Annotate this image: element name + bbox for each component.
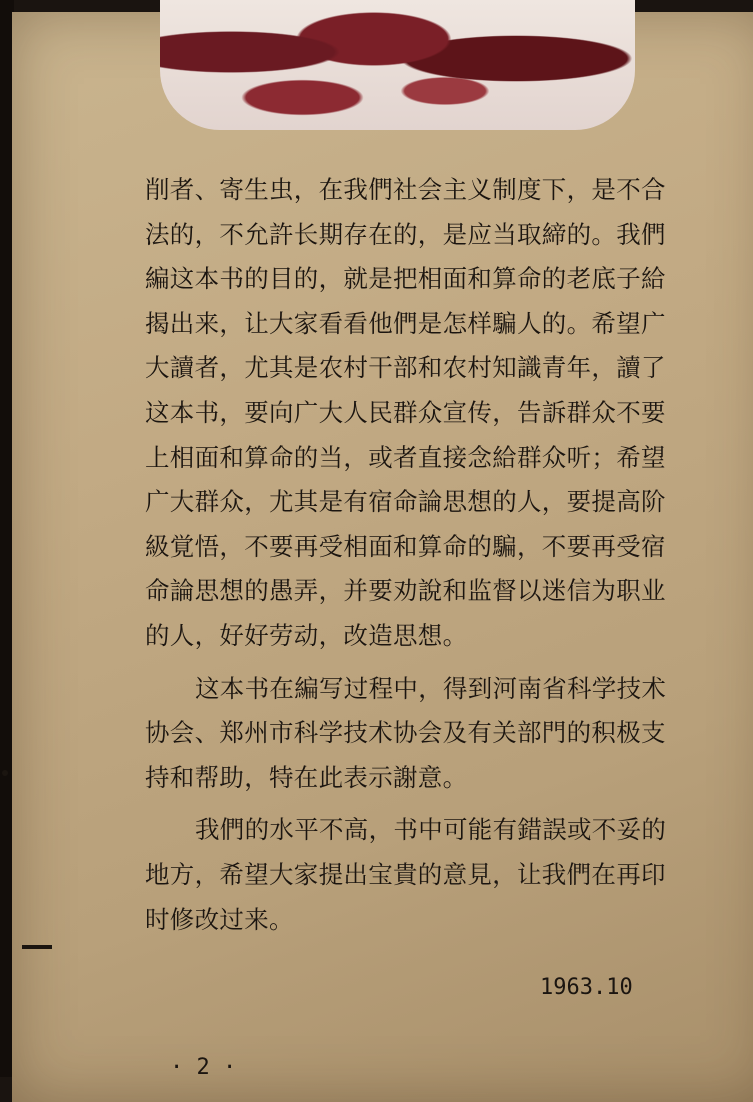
ink-mark <box>22 945 52 949</box>
ink-mark <box>2 770 8 776</box>
text-line: 法的，不允許长期存在的，是应当取締的。我們 <box>145 219 666 249</box>
text-line: 級覚悟，不要再受相面和算命的騙，不要再受宿 <box>145 531 666 561</box>
text-line: 这本书在編写过程中，得到河南省科学技术 <box>195 673 667 703</box>
body-text <box>145 168 705 942</box>
text-line: 广大群众，尤其是有宿命論思想的人，要提高阶 <box>145 487 666 517</box>
text-line: 編这本书的目的，就是把相面和算命的老底子給 <box>145 264 666 294</box>
paragraph-2 <box>145 667 705 801</box>
bookmark-ornament <box>160 0 635 130</box>
text-line: 时修改过来。 <box>145 904 294 934</box>
text-line: 的人，好好劳动，改造思想。 <box>145 620 468 650</box>
paragraph-3 <box>145 808 705 942</box>
text-line: 地方，希望大家提出宝貴的意見，让我們在再印 <box>145 859 666 889</box>
text-line: 持和帮助，特在此表示謝意。 <box>145 762 468 792</box>
text-line: 我們的水平不高，书中可能有錯誤或不妥的 <box>195 815 667 845</box>
text-line: 揭出来，让大家看看他們是怎样騙人的。希望广 <box>145 308 666 338</box>
page-number: · 2 · <box>170 1055 237 1080</box>
text-line: 命論思想的愚弄，并要劝說和监督以迷信为职业 <box>145 576 666 606</box>
text-line: 大讀者，尤其是农村干部和农村知識青年，讀了 <box>145 353 666 383</box>
text-line: 协会、郑州市科学技术协会及有关部門的积极支 <box>145 718 666 748</box>
date-stamp: 1963.10 <box>540 975 633 1000</box>
paragraph-1 <box>145 168 705 659</box>
text-line: 这本书，要向广大人民群众宣传，告訴群众不要 <box>145 397 666 427</box>
text-line: 削者、寄生虫，在我們社会主义制度下，是不合 <box>145 175 666 204</box>
text-line: 上相面和算命的当，或者直接念給群众听；希望 <box>145 442 666 472</box>
